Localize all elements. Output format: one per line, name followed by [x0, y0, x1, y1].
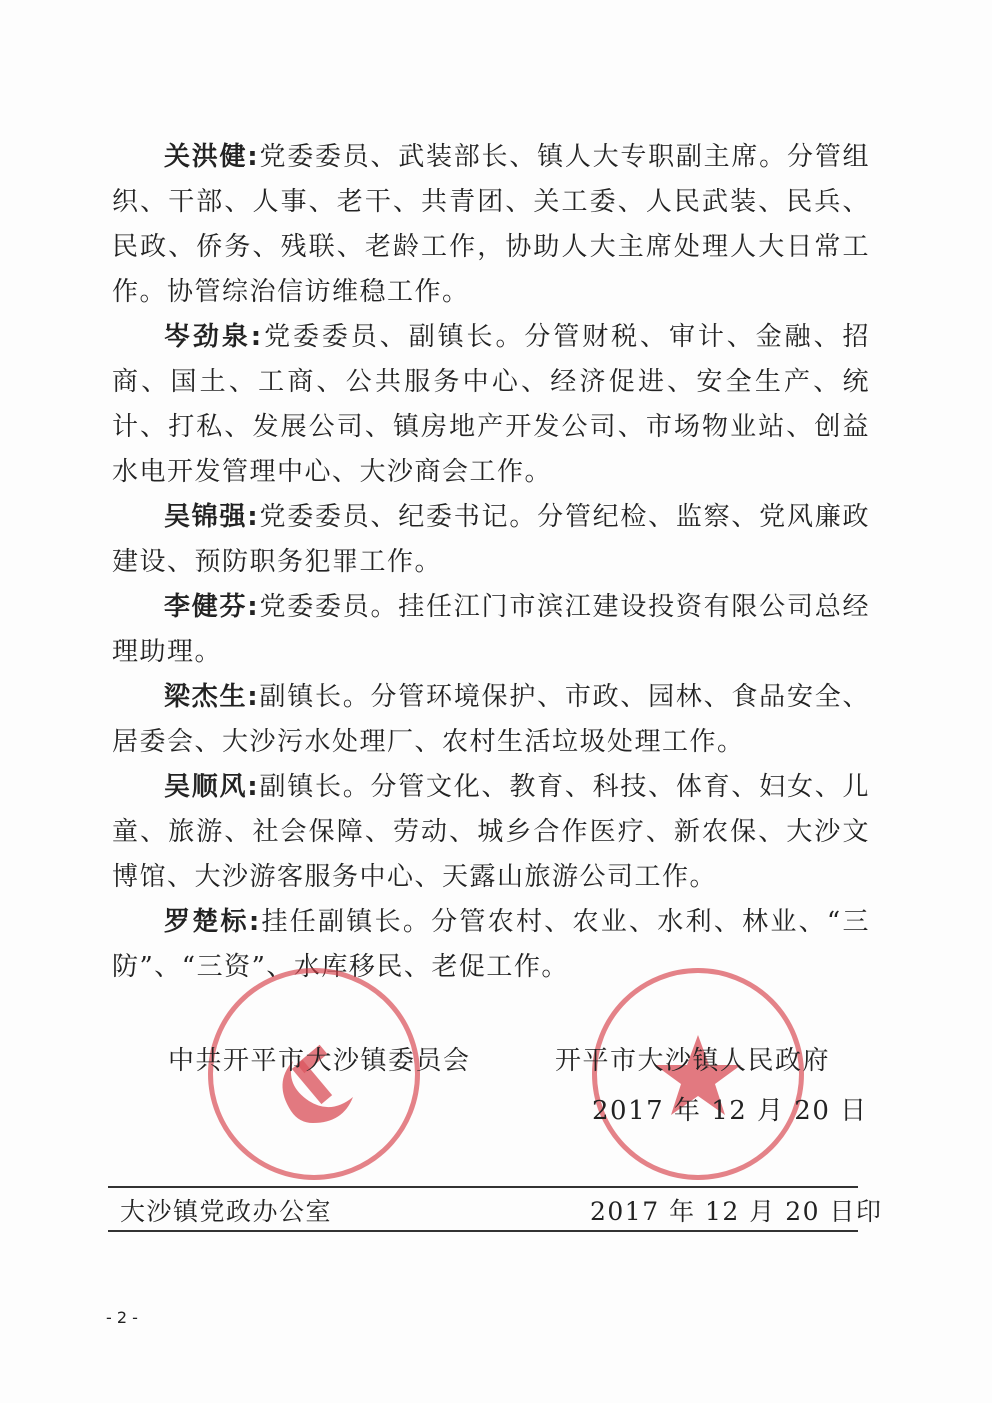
duty-text: 副镇长。分管环境保护、市政、园林、食品安全、居委会、大沙污水处理厂、农村生活垃圾处理工作。 [112, 682, 870, 757]
duty-text: 党委委员、副镇长。分管财税、审计、金融、招商、国土、工商、公共服务中心、经济促进、安全生产、统计、打私、发展公司、镇房地产开发公司、市场物业站、创益水电开发管理中心、大沙商会工作。 [112, 322, 870, 487]
official-name: 罗楚标: [164, 907, 261, 937]
signature-block [0, 1040, 992, 1140]
duty-paragraph [112, 585, 870, 675]
official-name: 李健芬: [164, 592, 260, 622]
duty-list [112, 135, 870, 990]
print-date: 2017 年 12 月 20 日印 [590, 1197, 883, 1226]
duty-text: 副镇长。分管文化、教育、科技、体育、妇女、儿童、旅游、社会保障、劳动、城乡合作医疗、新农保、大沙文博馆、大沙游客服务中心、天露山旅游公司工作。 [112, 772, 870, 892]
duty-paragraph [112, 495, 870, 585]
government-signature: 开平市大沙镇人民政府 [555, 1046, 831, 1076]
footer-top-rule [108, 1186, 858, 1188]
duty-text: 党委委员。挂任江门市滨江建设投资有限公司总经理助理。 [112, 592, 870, 667]
official-name: 吴顺风: [164, 772, 260, 802]
official-name: 关洪健: [164, 142, 260, 172]
page-number: - 2 - [106, 1308, 138, 1327]
duty-text: 挂任副镇长。分管农村、农业、水利、林业、“三防”、“三资”、水库移民、老促工作。 [112, 907, 870, 982]
party-committee-signature: 中共开平市大沙镇委员会 [168, 1046, 471, 1076]
duty-paragraph [112, 675, 870, 765]
signature-date: 2017 年 12 月 20 日 [592, 1096, 868, 1126]
official-name: 梁杰生: [164, 682, 260, 712]
duty-text: 党委委员、纪委书记。分管纪检、监察、党风廉政建设、预防职务犯罪工作。 [112, 502, 870, 577]
duty-paragraph [112, 315, 870, 495]
duty-text: 党委委员、武装部长、镇人大专职副主席。分管组织、干部、人事、老干、共青团、关工委、人民武装、民兵、民政、侨务、残联、老龄工作，协助人大主席处理人大日常工作。协管综治信访维稳工作。 [112, 142, 870, 307]
official-name: 吴锦强: [164, 502, 260, 532]
duty-paragraph [112, 135, 870, 315]
issuing-office: 大沙镇党政办公室 [120, 1197, 333, 1226]
footer-bottom-rule [108, 1230, 858, 1232]
official-name: 岑劲泉: [164, 322, 263, 352]
duty-paragraph [112, 765, 870, 900]
